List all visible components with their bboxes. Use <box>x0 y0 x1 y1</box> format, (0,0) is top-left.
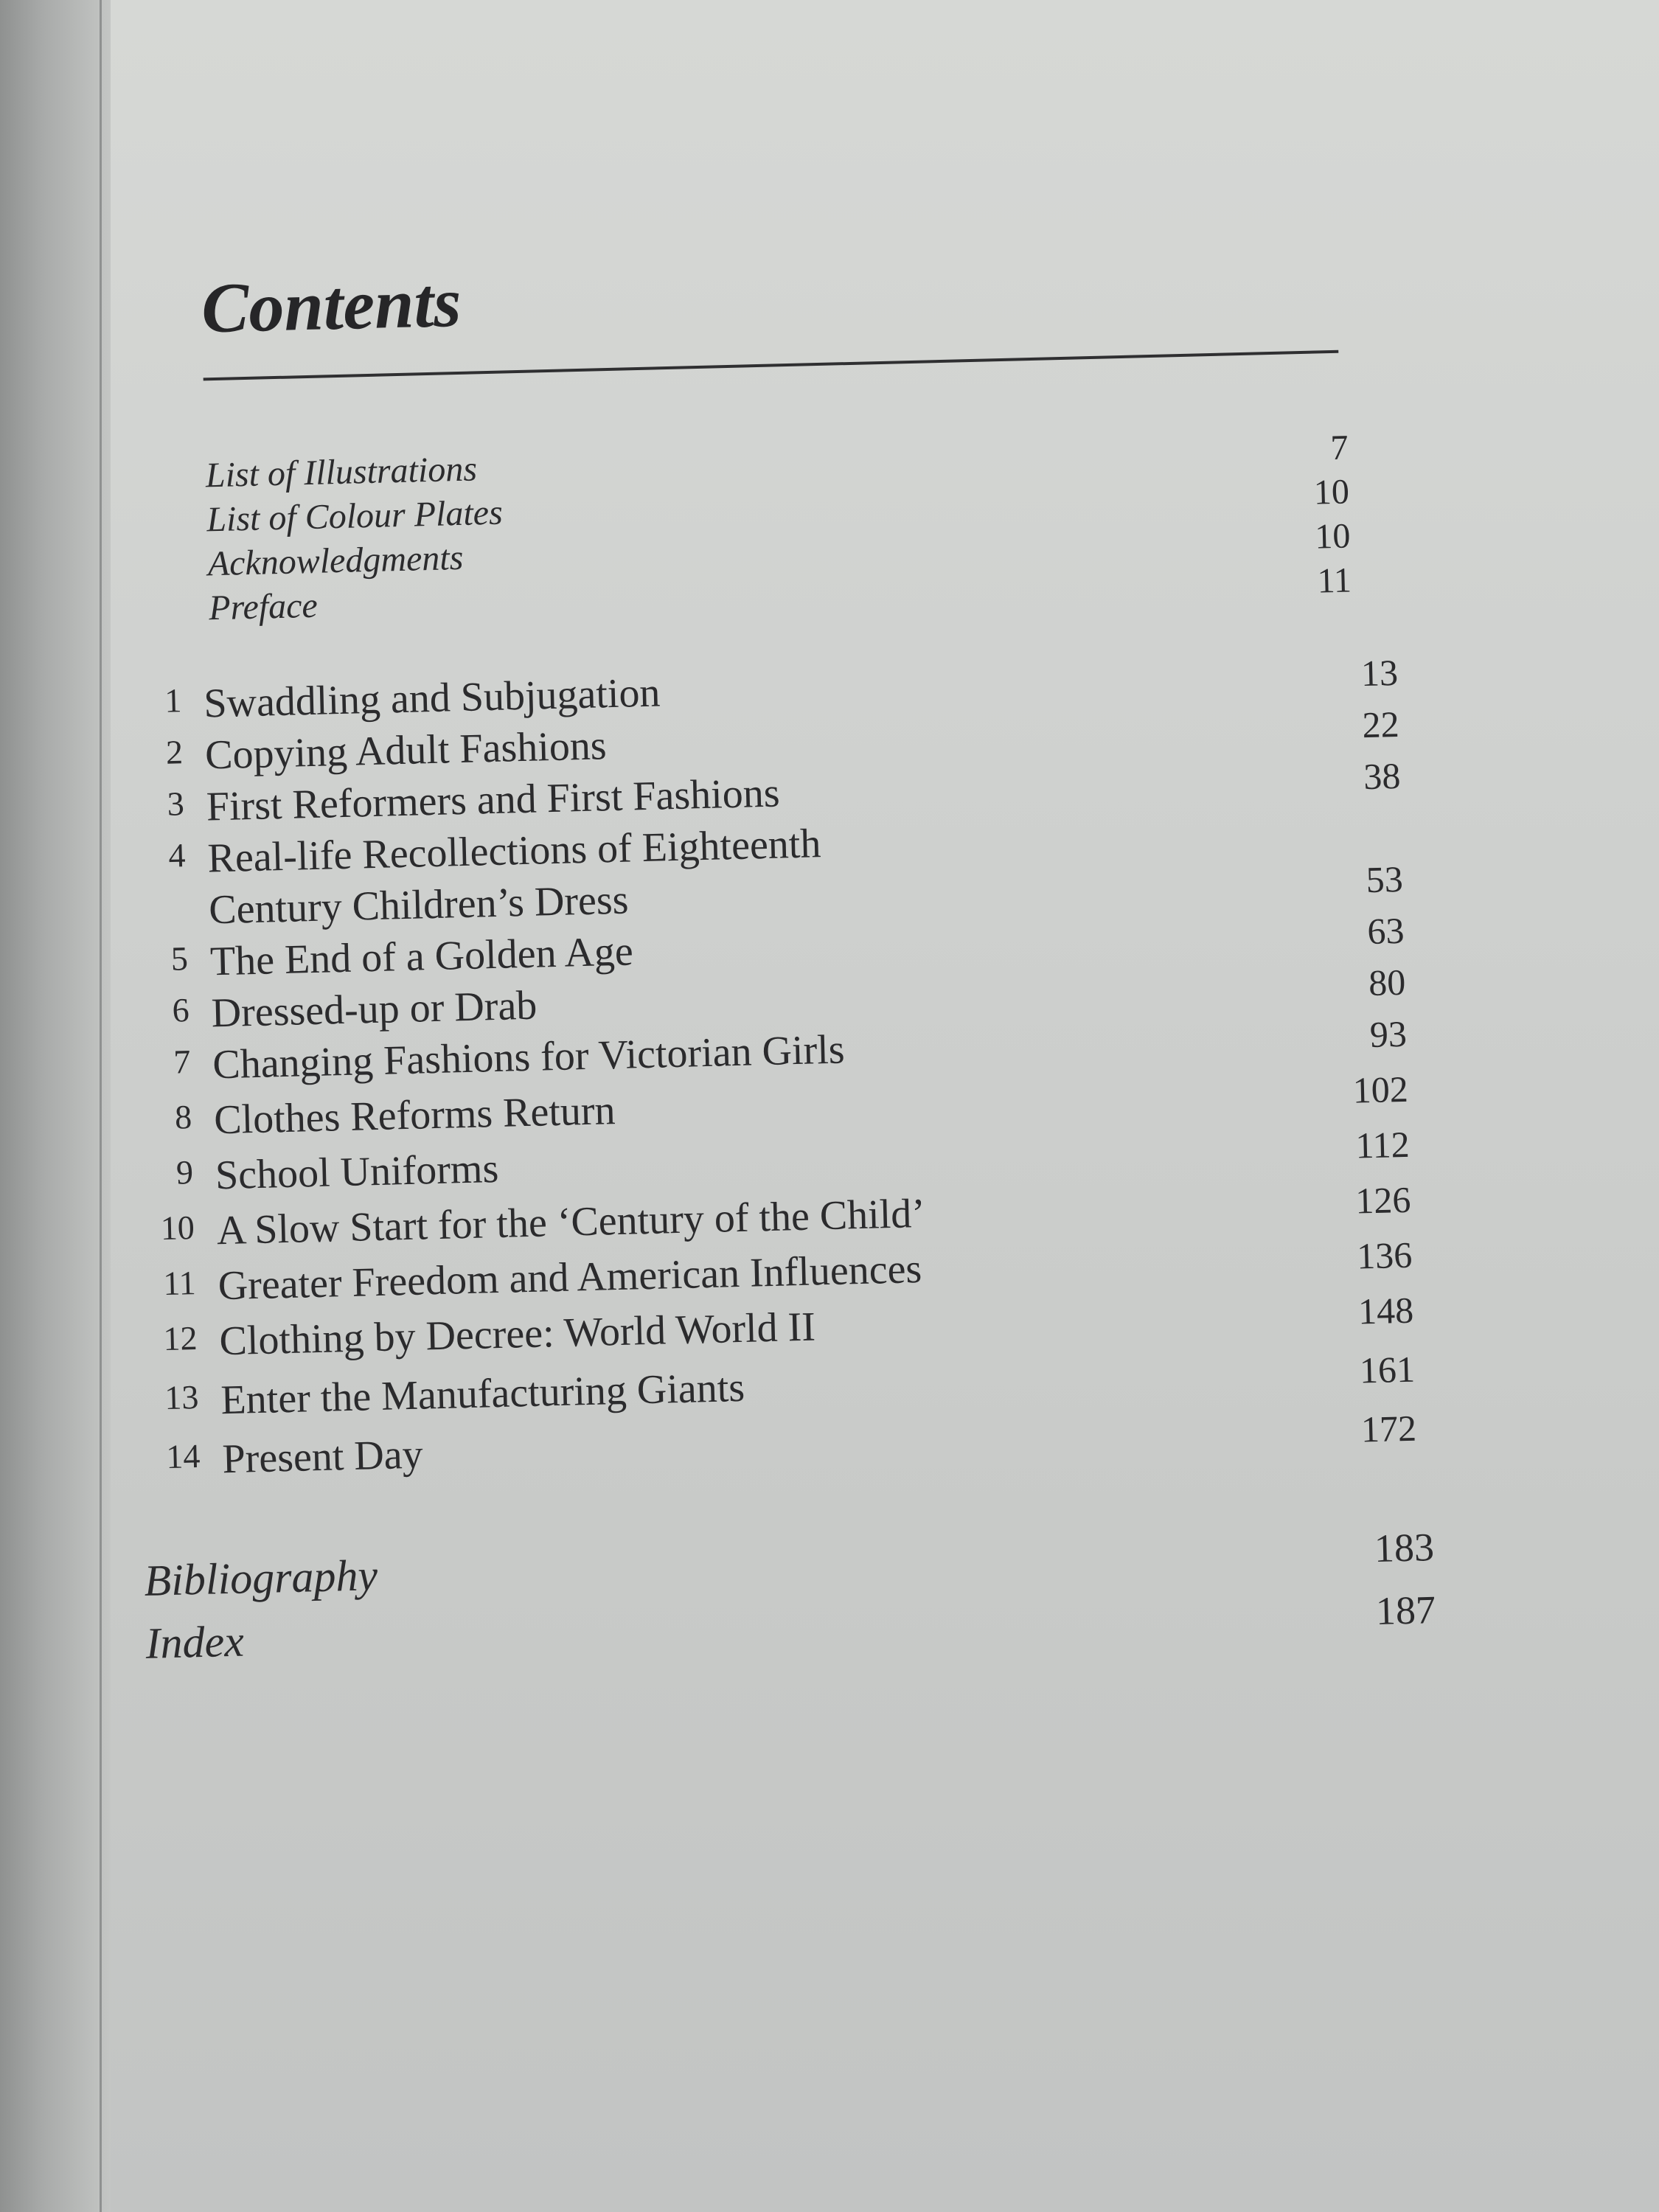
back-matter-row[interactable] <box>11 1518 1659 1605</box>
chapter-number: 14 <box>165 1436 201 1476</box>
chapter-title: Greater Freedom and American Influences <box>218 1245 922 1310</box>
page-number: 102 <box>1352 1068 1409 1111</box>
back-matter-label: Bibliography <box>143 1551 378 1605</box>
chapter-title: Real-life Recollections of Eighteenth <box>206 821 822 882</box>
chapter-number: 13 <box>164 1377 200 1417</box>
page-number: 13 <box>1360 651 1399 695</box>
chapter-title: Changing Fashions for Victorian Girls <box>212 1026 846 1088</box>
page-number: 187 <box>1375 1587 1436 1634</box>
chapter-title: A Slow Start for the ‘Century of the Child’ <box>216 1190 926 1254</box>
chapter-title: Swaddling and Subjugation <box>203 669 661 727</box>
page-number: 80 <box>1368 961 1406 1004</box>
chapter-number: 9 <box>175 1153 194 1192</box>
chapter-number: 2 <box>165 733 184 771</box>
chapter-number: 6 <box>171 991 190 1029</box>
page-number: 126 <box>1354 1178 1412 1222</box>
page-number: 10 <box>1313 472 1350 512</box>
chapter-title: First Reformers and First Fashions <box>206 770 781 830</box>
front-matter-label: List of Colour Plates <box>206 493 504 540</box>
chapter-number: 12 <box>162 1318 198 1358</box>
page-number: 93 <box>1369 1012 1408 1056</box>
title-rule <box>204 350 1339 381</box>
page-number: 136 <box>1356 1234 1413 1277</box>
chapter-number: 4 <box>167 836 187 874</box>
chapter-title: School Uniforms <box>215 1145 499 1199</box>
chapter-title: Dressed-up or Drab <box>210 982 538 1037</box>
page-number: 38 <box>1363 754 1402 798</box>
chapter-number: 7 <box>173 1043 191 1081</box>
page-number: 10 <box>1314 516 1352 557</box>
chapter-title: Present Day <box>221 1431 424 1483</box>
page-number: 183 <box>1374 1525 1435 1571</box>
page-number: 53 <box>1366 858 1404 901</box>
page-number: 7 <box>1329 428 1349 468</box>
page-number: 22 <box>1361 703 1400 746</box>
chapter-title-continued: Century Children’s Dress <box>208 877 630 933</box>
front-matter-label: List of Illustrations <box>205 449 478 495</box>
chapter-number: 10 <box>160 1208 195 1248</box>
front-matter-label: Acknowledgments <box>207 538 464 584</box>
chapter-title: The End of a Golden Age <box>209 928 634 985</box>
page-number: 11 <box>1316 560 1352 601</box>
chapter-number: 8 <box>174 1098 192 1136</box>
page-number: 161 <box>1359 1348 1416 1391</box>
chapter-title: Clothing by Decree: World World II <box>218 1304 816 1365</box>
chapter-number: 11 <box>162 1264 197 1303</box>
page-number: 112 <box>1354 1123 1411 1166</box>
back-matter-label: Index <box>145 1616 245 1668</box>
page-number: 172 <box>1360 1407 1417 1450</box>
front-matter-label: Preface <box>208 585 319 628</box>
page-number: 63 <box>1366 909 1405 953</box>
page-title: Contents <box>201 262 462 348</box>
chapter-title: Clothes Reforms Return <box>213 1088 616 1144</box>
chapter-number: 5 <box>170 939 189 978</box>
chapter-number: 1 <box>164 681 182 720</box>
chapter-title: Enter the Manufacturing Giants <box>220 1364 745 1424</box>
chapter-number: 3 <box>167 785 185 823</box>
chapter-title: Copying Adult Fashions <box>204 723 608 779</box>
page-number: 148 <box>1357 1289 1414 1332</box>
